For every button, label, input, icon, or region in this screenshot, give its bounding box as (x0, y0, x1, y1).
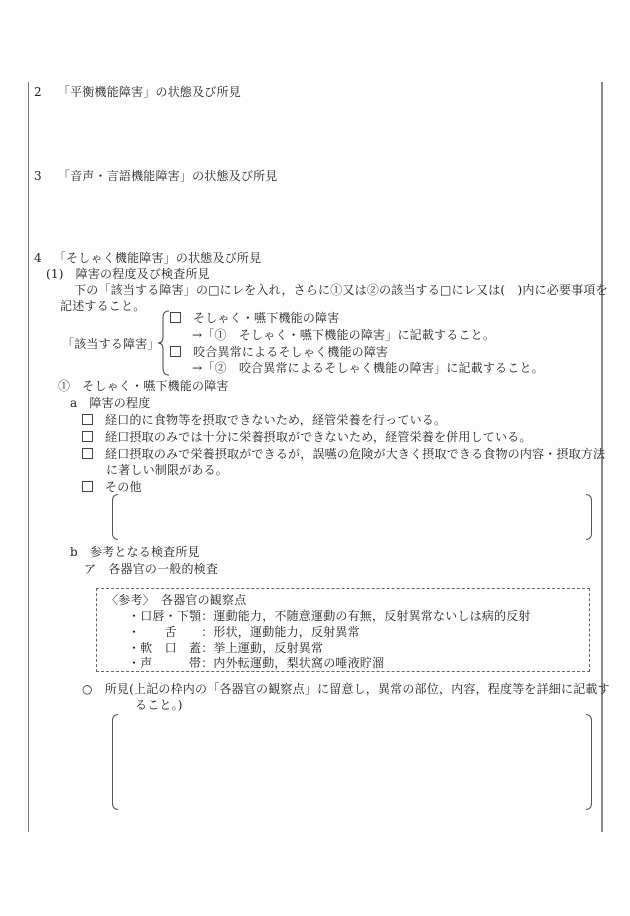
item-letter: b (70, 545, 78, 559)
section-title: 「平衡機能障害」の状態及び所見 (57, 85, 241, 99)
reference-row (128, 640, 323, 656)
checkbox[interactable] (82, 481, 93, 492)
section-number: 4 (34, 251, 42, 265)
subsection-1-heading (46, 266, 210, 282)
option-note: →「② 咬合異常によるそしゃく機能の障害」に記載すること。 (192, 361, 544, 375)
item-title: 障害の程度 (89, 396, 151, 410)
item-kana: ア (84, 562, 97, 576)
instruction-line-1: 下の「該当する障害」の□にレを入れ，さらに①又は②の該当する□にレ又は( )内に必要事項を (74, 283, 608, 297)
reference-row (128, 624, 360, 640)
checkbox[interactable] (170, 346, 181, 357)
applicable-disorder-label: 「該当する障害」 (62, 337, 160, 351)
option-note: →「① そしゃく・嚥下機能の障害」に記載すること。 (192, 328, 496, 342)
part-number: ① (58, 379, 71, 393)
subsection-number: (1) (46, 267, 64, 281)
checkbox[interactable] (82, 431, 93, 442)
option-label: そしゃく・嚥下機能の障害 (193, 311, 340, 325)
option-text: 経口的に食物等を摂取できないため，経管栄養を行っている。 (105, 413, 447, 427)
section-title: 「音声・言語機能障害」の状態及び所見 (57, 169, 278, 183)
part-title: そしゃく・嚥下機能の障害 (82, 379, 229, 393)
general-exam-heading (84, 561, 218, 577)
section-number: 3 (34, 169, 42, 183)
organ-label: ・口唇・下顎 (128, 609, 202, 623)
right-bracket (586, 494, 592, 540)
option-text: その他 (105, 480, 142, 494)
checkbox[interactable] (82, 448, 93, 459)
checkbox[interactable] (82, 414, 93, 425)
findings-line-2: ること。) (135, 698, 183, 712)
organ-description: ：運動能力，不随意運動の有無，反射異常ないしは病的反射 (201, 609, 531, 623)
organ-label: ・軟 口 蓋 (128, 641, 202, 655)
option-text: 経口摂取のみで栄養摂取ができるが，誤嚥の危険が大きく摂取できる食物の内容・摂取方法 (105, 447, 606, 461)
section-2-heading (34, 84, 241, 100)
severity-option-1[interactable] (82, 412, 446, 428)
organ-description: ：内外転運動，梨状窩の唾液貯溜 (201, 656, 385, 670)
circle-bullet-icon: ○ (82, 682, 93, 696)
left-bracket (112, 494, 118, 540)
reference-row (128, 655, 384, 671)
item-letter: a (70, 396, 78, 410)
section-title: 「そしゃく機能障害」の状態及び所見 (53, 251, 262, 265)
reference-row (128, 608, 531, 624)
item-title: 各器官の一般的検査 (108, 562, 219, 576)
findings-line-1 (82, 681, 610, 697)
section-3-heading (34, 168, 278, 184)
section-4-heading (34, 250, 261, 266)
checkbox[interactable] (170, 312, 181, 323)
option-malocclusion[interactable] (170, 344, 388, 360)
item-a-heading (70, 395, 150, 411)
option-mastication-swallowing[interactable] (170, 310, 339, 326)
findings-input-field[interactable] (112, 714, 592, 810)
other-details-field[interactable] (112, 494, 592, 540)
left-bracket (112, 714, 118, 810)
section-number: 2 (34, 85, 42, 99)
severity-option-3[interactable] (82, 446, 605, 462)
instruction-line-2: 記述すること。 (60, 299, 146, 313)
reference-heading: 〈参考〉 各器官の観察点 (106, 593, 247, 607)
item-title: 参考となる検査所見 (89, 545, 200, 559)
organ-description: ：挙上運動，反射異常 (201, 641, 324, 655)
organ-description: ：形状，運動能力，反射異常 (201, 625, 360, 639)
severity-option-other[interactable] (82, 479, 142, 495)
organ-label: ・声 帯 (128, 656, 202, 670)
organ-label: ・ 舌 (128, 625, 202, 639)
severity-option-3-continued: に著しい制限がある。 (106, 463, 229, 477)
subsection-title: 障害の程度及び検査所見 (75, 267, 210, 281)
page-frame-left-border (28, 82, 29, 832)
findings-text: 所見(上記の枠内の「各器官の観察点」に留意し，異常の部位，内容，程度等を詳細に記載す (104, 682, 610, 696)
right-bracket (586, 714, 592, 810)
part-1-heading (58, 378, 229, 394)
item-b-heading (70, 544, 200, 560)
option-label: 咬合異常によるそしゃく機能の障害 (193, 345, 389, 359)
option-text: 経口摂取のみでは十分に栄養摂取ができないため，経管栄養を併用している。 (105, 430, 532, 444)
curly-brace-icon (157, 310, 171, 376)
severity-option-2[interactable] (82, 429, 532, 445)
